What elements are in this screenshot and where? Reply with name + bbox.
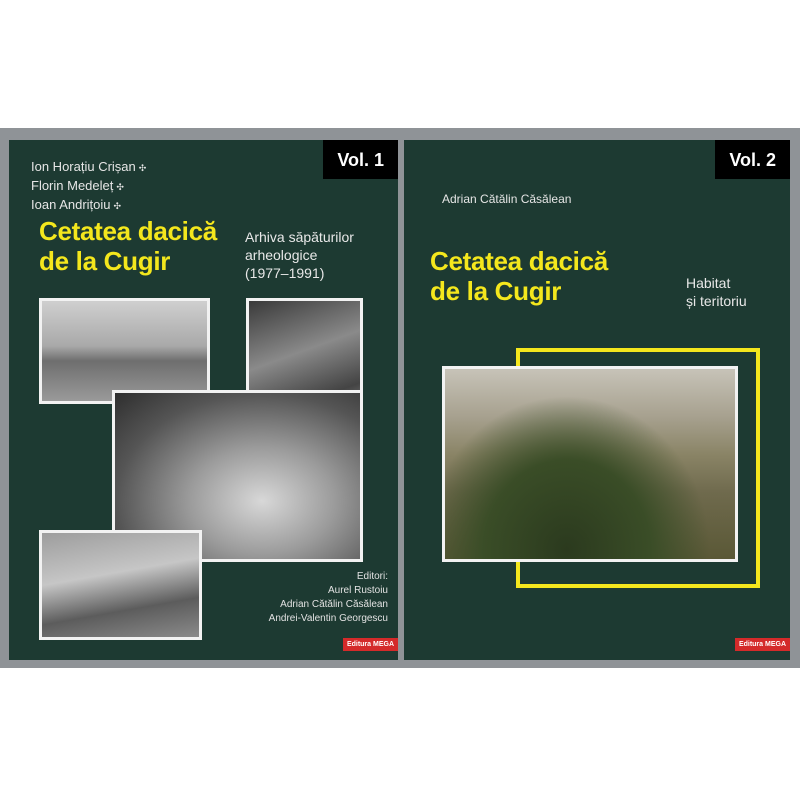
publisher-label: Editura MEGA (735, 638, 790, 651)
volume-label: Vol. 2 (715, 140, 790, 179)
author-name: Adrian Cătălin Căsălean (442, 192, 572, 206)
author-name: Ion Horațiu Crișan ✣ (31, 159, 147, 174)
editors-list: Editori: Aurel Rustoiu Adrian Cătălin Căsălean Andrei-Valentin Georgescu (268, 571, 388, 624)
book-subtitle: Arhiva săpăturilor arheologice (1977–1991) (245, 229, 354, 281)
book-title: Cetatea dacică de la Cugir (430, 246, 608, 306)
author-name: Florin Medeleț ✣ (31, 178, 124, 193)
book-title: Cetatea dacică de la Cugir (39, 216, 217, 276)
cross-icon: ✣ (113, 201, 122, 211)
volume-label: Vol. 1 (323, 140, 398, 179)
cross-icon: ✣ (138, 163, 147, 173)
book-subtitle: Habitat și teritoriu (686, 275, 747, 309)
book-cover-vol2[interactable] (404, 140, 790, 660)
author-name: Ioan Andrițoiu ✣ (31, 197, 122, 212)
publisher-label: Editura MEGA (343, 638, 398, 651)
book-cover-vol1[interactable] (9, 140, 398, 660)
photo-landscape (39, 298, 210, 404)
cross-icon: ✣ (116, 182, 124, 192)
photo-aerial-view (442, 366, 738, 562)
photo-site (39, 530, 202, 640)
author-list (31, 158, 146, 215)
